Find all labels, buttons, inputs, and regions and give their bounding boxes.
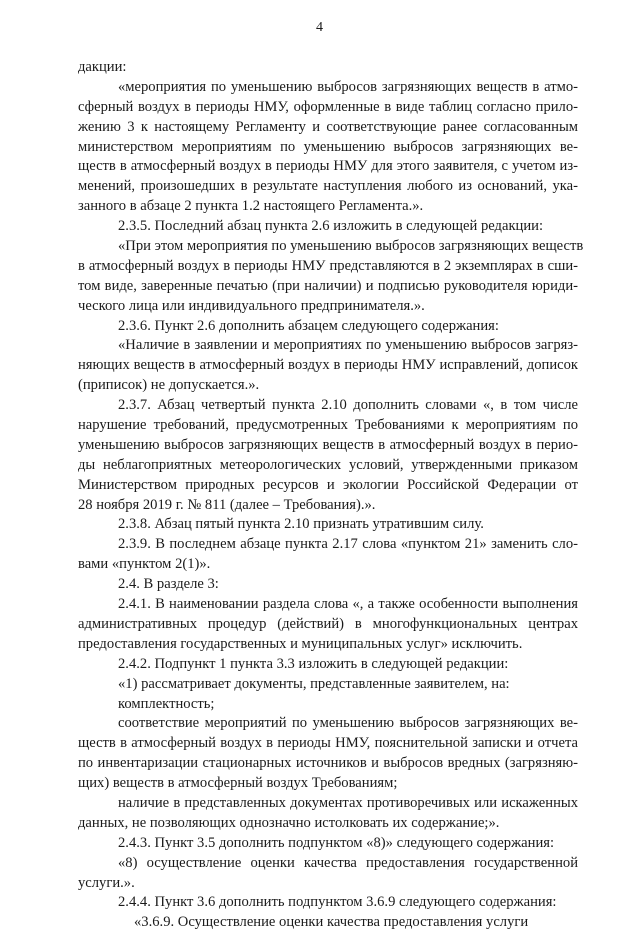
text-line: 28 ноября 2019 г. № 811 (далее – Требования).». bbox=[78, 496, 376, 513]
text-line: «При этом мероприятия по уменьшению выбросов загрязняющих веществ bbox=[118, 238, 584, 255]
text-line: жению 3 к настоящему Регламенту и соответствующие ранее согласованным bbox=[78, 118, 578, 135]
document-body bbox=[78, 58, 584, 933]
text-line: «Наличие в заявлении и мероприятиях по уменьшению выбросов загряз- bbox=[118, 337, 578, 354]
text-line: 2.4.1. В наименовании раздела слова «, а также особенности выполнения bbox=[118, 596, 578, 613]
text-line: 2.3.8. Абзац пятый пункта 2.10 признать утратившим силу. bbox=[118, 516, 484, 533]
text-line: «3.6.9. Осуществление оценки качества предоставления услуги bbox=[134, 914, 529, 931]
text-line: «1) рассматривает документы, представленные заявителем, на: bbox=[118, 675, 510, 692]
text-line: том виде, заверенные печатью (при наличии) и подписью руководителя юриди- bbox=[78, 277, 578, 294]
text-line: 2.3.6. Пункт 2.6 дополнить абзацем следующего содержания: bbox=[118, 317, 499, 334]
page-number: 4 bbox=[316, 20, 323, 35]
text-line: занного в абзаце 2 пункта 1.2 настоящего Регламента.». bbox=[78, 198, 424, 215]
text-line: данных, не позволяющих однозначно истолковать их содержание;». bbox=[78, 814, 500, 831]
text-line: менений, произошедших в результате наступления любого из оснований, ука- bbox=[78, 178, 578, 195]
text-line: министерством мероприятиям по уменьшению выбросов загрязняющих ве- bbox=[78, 138, 578, 155]
text-line: нарушение требований, предусмотренных Требованиями к мероприятиям по bbox=[78, 417, 578, 434]
text-line: «мероприятия по уменьшению выбросов загрязняющих веществ в атмо- bbox=[118, 78, 578, 95]
text-line: ды неблагоприятных метеорологических условий, утвержденными приказом bbox=[78, 456, 578, 473]
text-line: 2.3.9. В последнем абзаце пункта 2.17 слова «пунктом 21» заменить сло- bbox=[118, 536, 578, 553]
text-line: в атмосферный воздух в периоды НМУ представляются в 2 экземплярах в сши- bbox=[78, 257, 578, 274]
text-line: (приписок) не допускается.». bbox=[78, 377, 260, 394]
text-line: предоставления государственных и муниципальных услуг» исключить. bbox=[78, 635, 523, 652]
text-line: административных процедур (действий) в многофункциональных центрах bbox=[78, 615, 578, 632]
text-line: ществ в атмосферный воздух в периоды НМУ для этого заявителя, с учетом из- bbox=[78, 158, 578, 175]
text-line: наличие в представленных документах противоречивых или искаженных bbox=[118, 794, 578, 811]
text-line: 2.4.4. Пункт 3.6 дополнить подпунктом 3.6.9 следующего содержания: bbox=[118, 894, 557, 911]
text-line: 2.4.3. Пункт 3.5 дополнить подпунктом «8)» следующего содержания: bbox=[118, 834, 555, 851]
text-line: Министерством природных ресурсов и экологии Российской Федерации от bbox=[78, 476, 578, 493]
text-line: по инвентаризации стационарных источников и выбросов вредных (загрязняю- bbox=[78, 755, 578, 772]
text-line: уменьшению выбросов загрязняющих веществ в атмосферный воздух в перио- bbox=[78, 436, 578, 453]
text-line: соответствие мероприятий по уменьшению выбросов загрязняющих ве- bbox=[118, 715, 578, 732]
text-line: комплектность; bbox=[118, 695, 215, 712]
text-line: щих) веществ в атмосферный воздух Требованиям; bbox=[78, 775, 398, 792]
text-line: 2.4.2. Подпункт 1 пункта 3.3 изложить в следующей редакции: bbox=[118, 655, 509, 672]
text-line: вами «пунктом 2(1)». bbox=[78, 556, 211, 573]
text-line: «8) осуществление оценки качества предоставления государственной bbox=[118, 854, 578, 871]
text-line: услуги.». bbox=[78, 874, 135, 891]
text-line: няющих веществ в атмосферный воздух в периоды НМУ исправлений, дописок bbox=[78, 357, 578, 374]
text-line: сферный воздух в периоды НМУ, оформленные в виде таблиц согласно прило- bbox=[78, 98, 578, 115]
text-line: 2.3.5. Последний абзац пункта 2.6 изложить в следующей редакции: bbox=[118, 218, 544, 235]
text-line: 2.4. В разделе 3: bbox=[118, 576, 219, 593]
text-line: 2.3.7. Абзац четвертый пункта 2.10 дополнить словами «, в том числе bbox=[118, 397, 578, 414]
text-line: ществ в атмосферный воздух в периоды НМУ, пояснительной записки и отчета bbox=[78, 735, 578, 752]
text-line: дакции: bbox=[78, 59, 127, 75]
text-line: ческого лица или индивидуального предпринимателя.». bbox=[78, 297, 425, 314]
